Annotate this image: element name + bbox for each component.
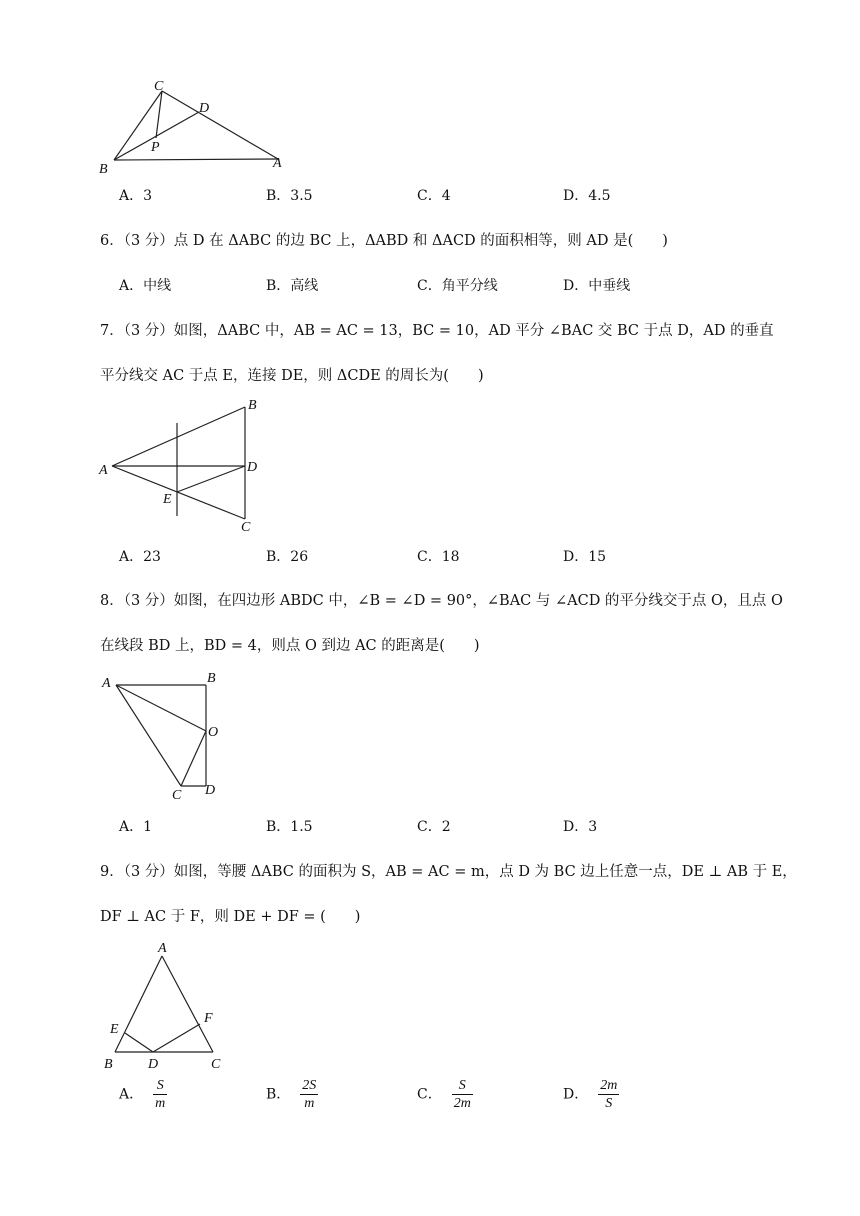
q9-label-f: F [204, 1011, 213, 1026]
q5-label-a: A [273, 156, 282, 171]
q5-label-p: P [151, 140, 160, 155]
fraction-numerator: 2S [302, 1078, 317, 1093]
q9-option-a-letter: A． [119, 1086, 144, 1103]
q8-label-c: C [172, 788, 182, 803]
q6-option-d: D．中垂线 [563, 278, 631, 294]
q5-label-d: D [199, 101, 210, 116]
q7-question-line1: 7．（3 分）如图，ΔABC 中，AB = AC = 13，BC = 10，AD 平分 ∠BAC 交 BC 于点 D，AD 的垂直 [100, 323, 774, 339]
q9-segment-de [125, 1033, 153, 1052]
q9-option-a [119, 1077, 167, 1112]
q9-option-c-fraction [452, 1077, 473, 1112]
q9-option-d [563, 1077, 619, 1112]
q5-option-b: B．3.5 [266, 188, 313, 204]
fraction-denominator: 2m [453, 1096, 471, 1111]
q7-segment-ab [112, 407, 245, 466]
q8-option-b: B．1.5 [266, 819, 313, 835]
q9-label-a: A [158, 941, 167, 956]
q8-option-d: D．3 [563, 819, 598, 835]
q8-option-c: C．2 [417, 819, 451, 835]
q8-segment-ao [116, 685, 206, 731]
q6-question-text: 6．（3 分）点 D 在 ΔABC 的边 BC 上，ΔABD 和 ΔACD 的面积相等，则 AD 是( ) [100, 233, 668, 249]
q8-question-line2: 在线段 BD 上，BD = 4，则点 O 到边 AC 的距离是( ) [100, 638, 480, 654]
q5-option-d: D．4.5 [563, 188, 611, 204]
q8-label-o: O [208, 725, 219, 740]
q7-label-a: A [99, 463, 108, 478]
q9-label-b: B [104, 1057, 113, 1072]
q8-segment-ac [116, 685, 181, 786]
q7-question-line2: 平分线交 AC 于点 E，连接 DE，则 ΔCDE 的周长为( ) [100, 368, 484, 384]
q9-question-line1: 9．（3 分）如图，等腰 ΔABC 的面积为 S，AB = AC = m，点 D 为 BC 边上任意一点，DE ⊥ AB 于 E， [100, 864, 797, 880]
q9-option-c [417, 1077, 473, 1112]
q8-question-line1: 8．（3 分）如图，在四边形 ABDC 中，∠B = ∠D = 90°，∠BAC 与 ∠ACD 的平分线交于点 O，且点 O [100, 593, 783, 609]
q9-segment-ab [115, 956, 162, 1052]
fraction-denominator: m [304, 1096, 315, 1111]
q7-label-e: E [163, 492, 172, 507]
q9-option-d-letter: D． [563, 1086, 589, 1103]
q8-label-b: B [207, 671, 216, 686]
q7-label-d: D [247, 460, 258, 475]
q8-label-d: D [205, 783, 216, 798]
q5-segment-ba [114, 159, 278, 160]
fraction-denominator: S [605, 1096, 613, 1111]
q5-segment-ca [162, 91, 278, 159]
q9-isosceles-triangle-figure [95, 938, 235, 1073]
q9-label-e: E [110, 1022, 119, 1037]
q9-label-c: C [211, 1057, 221, 1072]
q7-option-a: A．23 [119, 549, 161, 565]
q8-option-a: A．1 [119, 819, 153, 835]
q9-label-d: D [148, 1057, 159, 1072]
q9-segment-df [153, 1024, 200, 1052]
q5-label-c: C [154, 79, 164, 94]
q7-segment-de [177, 466, 245, 492]
q9-question-line2: DF ⊥ AC 于 F，则 DE + DF = ( ) [100, 909, 361, 925]
fraction-denominator: m [155, 1096, 166, 1111]
q9-segment-ac [162, 956, 213, 1052]
q8-quadrilateral-figure [95, 665, 235, 805]
q7-label-c: C [241, 520, 251, 535]
q9-option-a-fraction [153, 1077, 167, 1112]
q6-option-c: C．角平分线 [417, 278, 498, 294]
q8-label-a: A [102, 676, 111, 691]
q8-segment-co [181, 731, 206, 786]
q9-option-b-fraction [300, 1077, 318, 1112]
q6-option-a: A．中线 [119, 278, 172, 294]
q7-option-c: C．18 [417, 549, 460, 565]
q5-option-c: C．4 [417, 188, 451, 204]
q5-label-b: B [99, 162, 108, 177]
q7-triangle-figure [95, 395, 270, 535]
q5-option-a: A．3 [119, 188, 153, 204]
fraction-numerator: S [452, 1077, 473, 1095]
q7-label-b: B [248, 398, 257, 413]
q7-option-d: D．15 [563, 549, 607, 565]
q9-option-c-letter: C． [417, 1086, 442, 1103]
q5-triangle-figure [95, 75, 295, 180]
fraction-numerator: 2m [600, 1078, 618, 1093]
q9-option-b-letter: B． [266, 1086, 291, 1103]
q9-option-b [266, 1077, 318, 1112]
q7-option-b: B．26 [266, 549, 309, 565]
fraction-numerator: S [153, 1077, 167, 1095]
q6-option-b: B．高线 [266, 278, 319, 294]
q9-option-d-fraction [598, 1077, 619, 1112]
